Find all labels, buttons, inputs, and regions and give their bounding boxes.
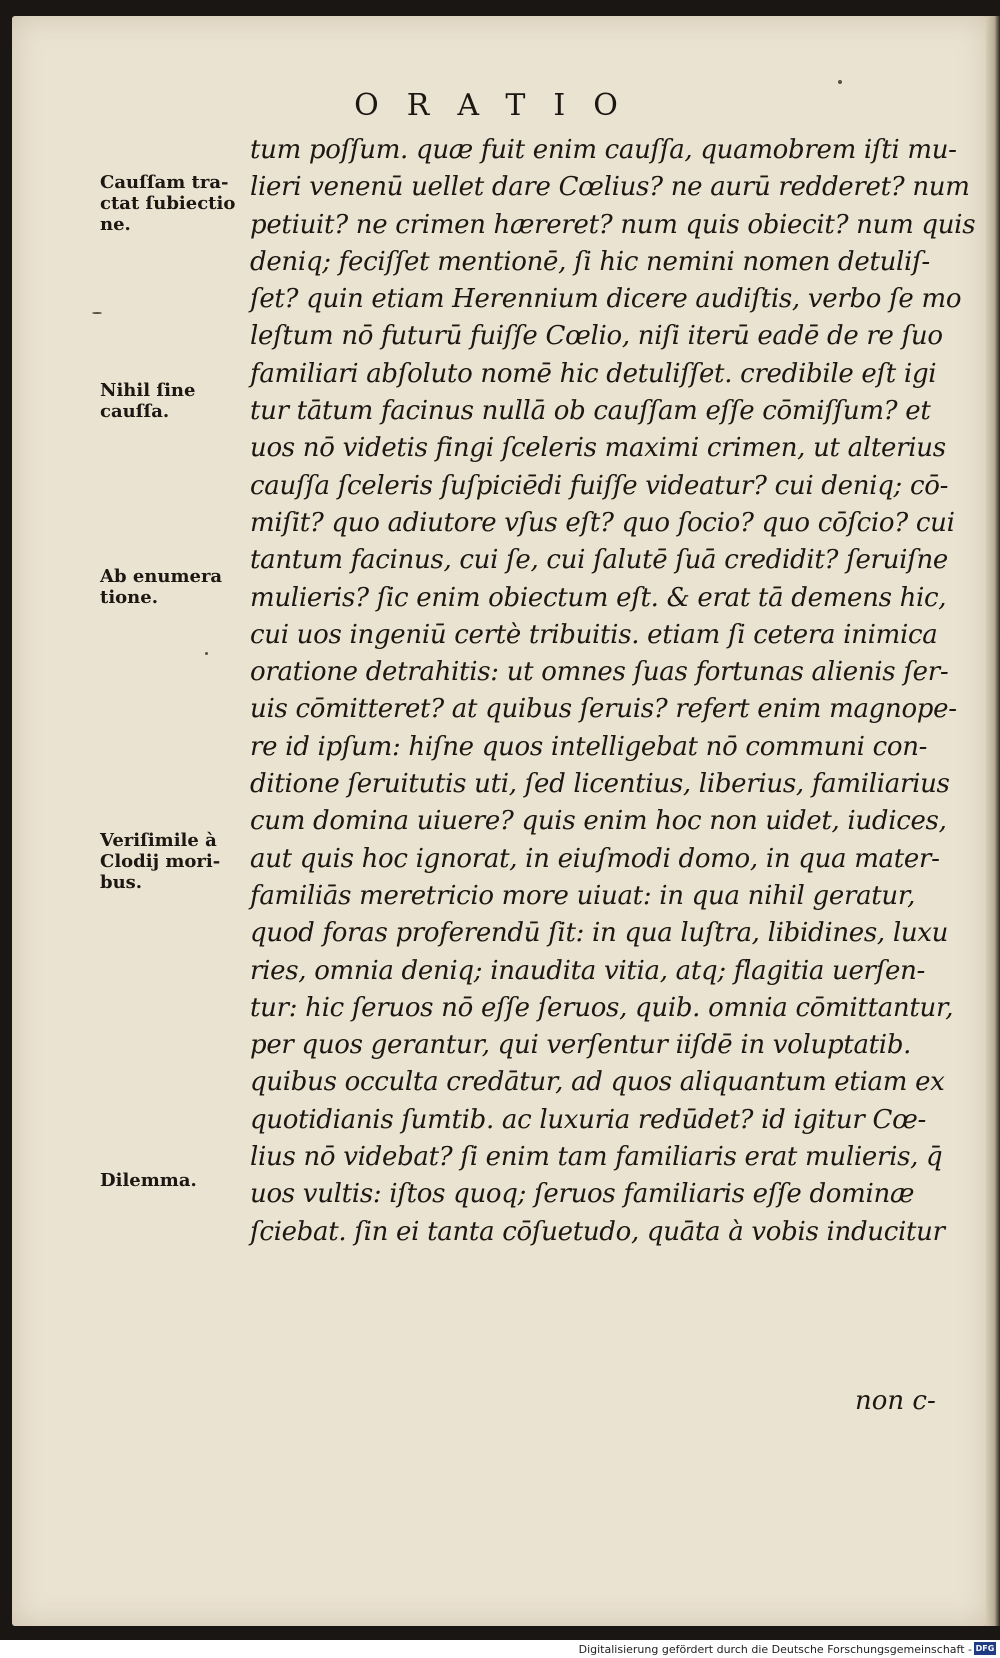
text-line: petiuit? ne crimen hæreret? num quis obiecit? num quis xyxy=(250,209,976,240)
dfg-logo: DFG xyxy=(975,1644,995,1653)
text-line: tur: hic ſeruos nō eſſe ſeruos, quib. omnia cōmittantur, xyxy=(250,992,954,1023)
paper-speck xyxy=(92,312,102,314)
text-line: leſtum nō futurū fuiſſe Cœlio, niſi iterū eadē de re ſuo xyxy=(250,321,943,352)
text-line: lieri venenū uellet dare Cœlius? ne aurū redderet? num xyxy=(250,172,970,203)
sidenote: Cauſſam tra- ctat ſubiectio ne. xyxy=(100,172,236,235)
text-line: mulieris? ſic enim obiectum eſt. & erat tā demens hic, xyxy=(250,582,947,613)
paper-speck xyxy=(205,652,208,655)
text-line: aut quis hoc ignorat, in eiuſmodi domo, in qua mater- xyxy=(250,843,940,874)
text-line: tum poſſum. quæ fuit enim cauſſa, quamobrem iſti mu- xyxy=(250,135,957,165)
text-line: quibus occulta credātur, ad quos aliquantum etiam ex xyxy=(250,1067,945,1098)
running-head: ORATIO xyxy=(354,88,646,123)
text-line: re id ipſum: hiſne quos intelligebat nō communi con- xyxy=(250,731,928,762)
text-line: quod foras proferendū ſit: in qua luſtra, libidines, luxu xyxy=(250,918,949,949)
text-line: miſit? quo adiutore vſus eſt? quo ſocio? quo cōſcio? cui xyxy=(250,507,955,538)
text-line: ditione ſeruitutis uti, ſed licentius, liberius, familiarius xyxy=(250,769,950,800)
text-line: ries, omnia deniq; inaudita vitia, atq; flagitia uerſen- xyxy=(250,955,926,986)
text-line: ſet? quin etiam Herennium dicere audiſtis, verbo ſe mo xyxy=(250,284,962,315)
text-line: uos vultis: iſtos quoq; ſeruos familiaris eſſe dominæ xyxy=(250,1179,915,1210)
text-line: deniq; feciſſet mentionē, ſi hic nemini nomen detuliſ- xyxy=(250,246,930,277)
text-line: ſciebat. ſin ei tanta cōſuetudo, quāta à vobis inducitur xyxy=(250,1216,945,1247)
footer-credit: Digitalisierung gefördert durch die Deutsche Forschungsgemeinschaft - xyxy=(578,1643,972,1656)
sidenote: Dilemma. xyxy=(100,1170,197,1191)
text-line: familiari abſoluto nomē hic detuliſſet. credibile eſt igi xyxy=(250,358,937,389)
paper-speck xyxy=(838,80,842,84)
text-line: cum domina uiuere? quis enim hoc non uidet, iudices, xyxy=(250,806,947,837)
text-line: familiās meretricio more uiuat: in qua nihil geratur, xyxy=(250,880,916,911)
text-line: tur tātum facinus nullā ob cauſſam eſſe cōmiſſum? et xyxy=(250,396,931,427)
catchword: non c- xyxy=(855,1386,936,1416)
text-line: cauſſa ſceleris ſuſpiciēdi fuiſſe videatur? cui deniq; cō- xyxy=(250,470,949,501)
text-line: uos nō videtis fingi ſceleris maximi crimen, ut alterius xyxy=(250,433,946,464)
page-edge xyxy=(986,16,1000,1626)
sidenote: Veriſimile à Clodij mori- bus. xyxy=(100,830,221,893)
text-line: oratione detrahitis: ut omnes ſuas fortunas alienis ſer- xyxy=(250,657,949,688)
text-line: tantum facinus, cui ſe, cui ſalutē ſuā credidit? ſeruiſne xyxy=(250,545,949,576)
text-line: cui uos ingeniū certè tribuitis. etiam ſi cetera inimica xyxy=(250,619,938,650)
text-line: quotidianis ſumtib. ac luxuria redūdet? id igitur Cœ- xyxy=(250,1104,926,1135)
sidenote: Ab enumera tione. xyxy=(100,566,223,608)
sidenote: Nihil ſine cauſſa. xyxy=(100,380,196,422)
main-text xyxy=(250,132,976,1251)
text-line: uis cōmitteret? at quibus ſeruis? refert enim magnope- xyxy=(250,694,957,725)
text-line: lius nō videbat? ſi enim tam familiaris erat mulieris, q̄ xyxy=(250,1142,943,1173)
text-line: per quos gerantur, qui verſentur iiſdē in voluptatib. xyxy=(250,1030,912,1061)
